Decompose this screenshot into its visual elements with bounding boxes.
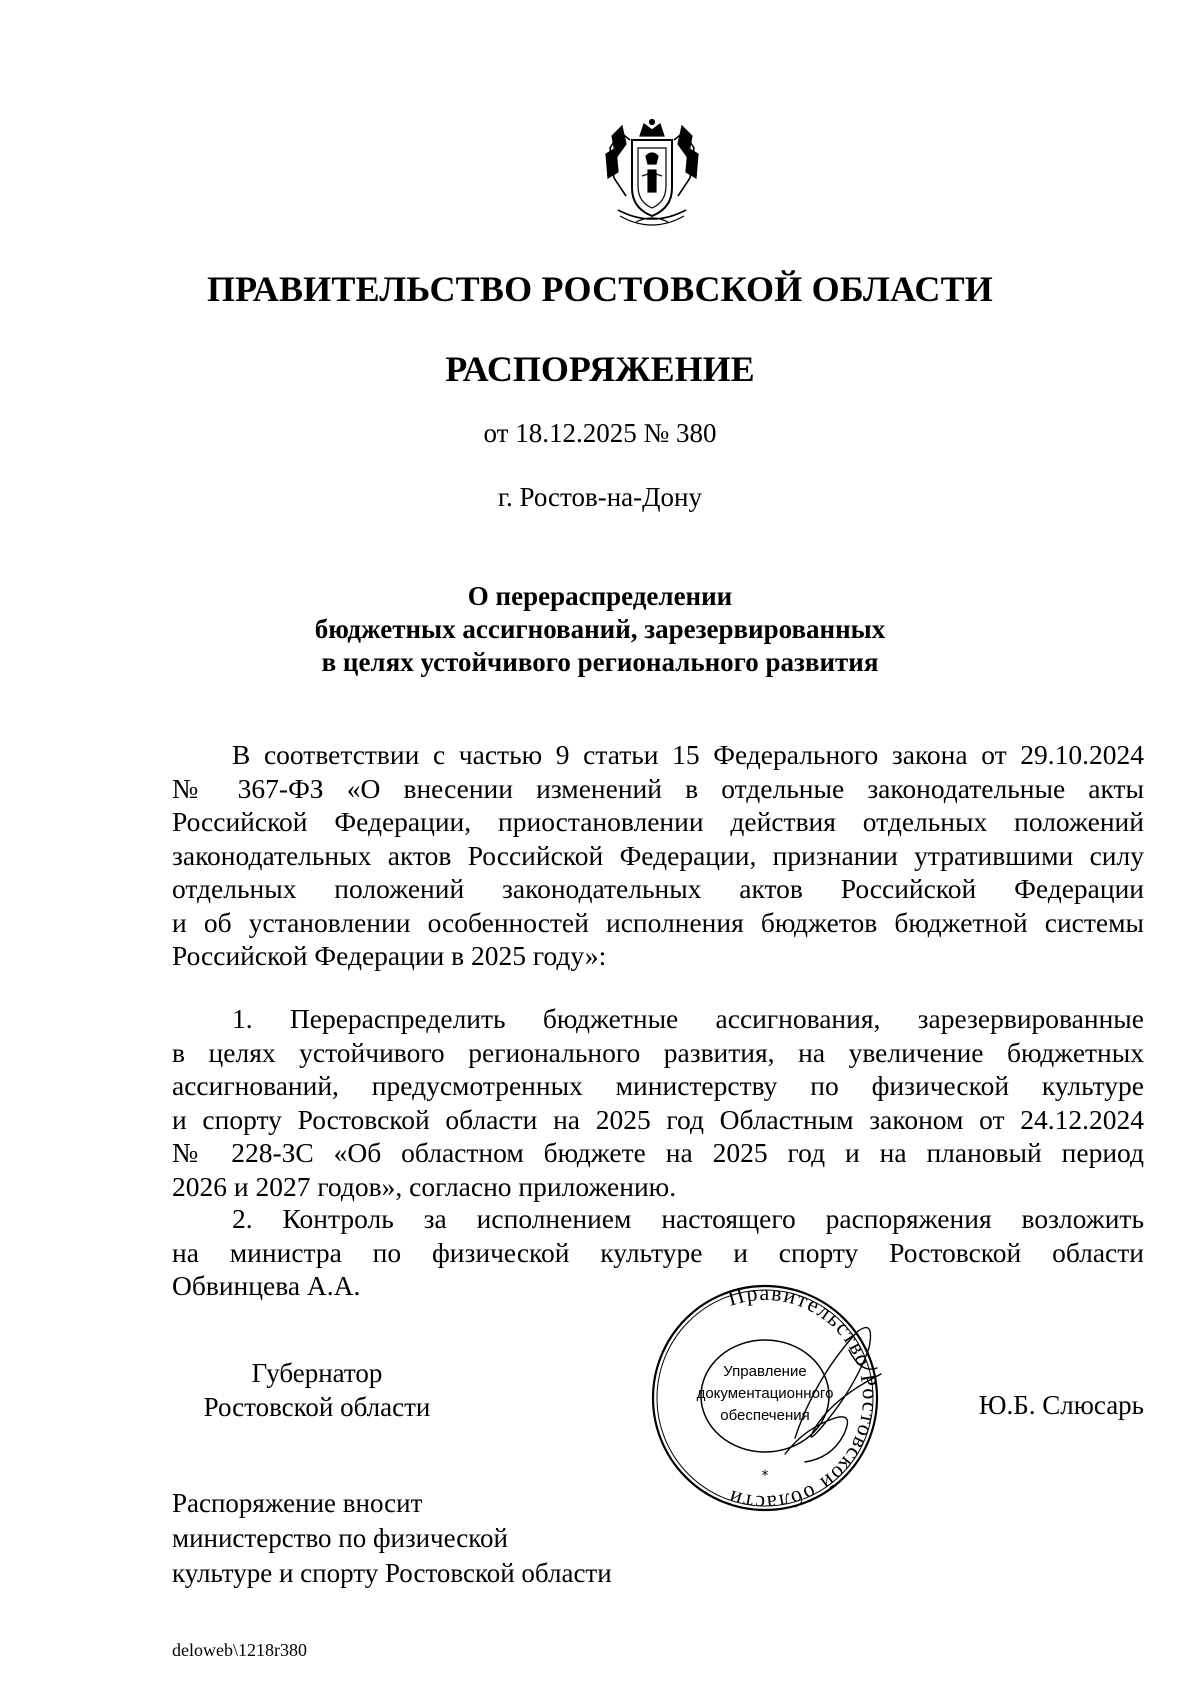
stamp-inner-line: обеспечения xyxy=(720,1407,810,1424)
submitter-line: министерство по физической xyxy=(172,1523,508,1553)
text-line: и об установлении особенностей исполнения бюджетов бюджетной системы xyxy=(172,906,1144,938)
text-line: ассигнований, предусмотренных министерству по физической культуре xyxy=(172,1070,1144,1101)
signer-position-line: Губернатор xyxy=(251,1358,383,1388)
preamble-paragraph xyxy=(172,738,1144,973)
signer-position xyxy=(172,1356,462,1424)
text-line: Российской Федерации, приостановлении действия отдельных положений xyxy=(172,806,1144,837)
submitter-line: культуре и спорту Ростовской области xyxy=(172,1558,612,1588)
text-line: В соответствии с частью 9 статьи 15 Федерального закона от 29.10.2024 xyxy=(232,739,1144,770)
subject-line: в целях устойчивого регионального развития xyxy=(321,647,879,677)
stamp-inner-line: документационного xyxy=(696,1385,834,1402)
signer-name: Ю.Б. Слюсарь xyxy=(978,1390,1144,1420)
official-stamp xyxy=(645,1278,885,1518)
svg-text:*: * xyxy=(761,1468,769,1484)
signer-position-line: Ростовской области xyxy=(203,1392,431,1422)
document-date-number: от 18.12.2025 № 380 xyxy=(483,418,717,448)
text-line: 1. Перераспределить бюджетные ассигнования, зарезервированные xyxy=(232,1003,1144,1034)
text-line: на министра по физической культуре и спорту Ростовской области xyxy=(172,1236,1144,1268)
footer-document-code: deloweb\1218r380 xyxy=(172,1640,307,1660)
text-line: Российской Федерации в 2025 году»: xyxy=(172,940,607,971)
stamp-outer-text: Правительство Ростовской области xyxy=(724,1279,884,1517)
text-line: и спорту Ростовской области на 2025 год Областным законом от 24.12.2024 xyxy=(172,1103,1144,1135)
government-title: ПРАВИТЕЛЬСТВО РОСТОВСКОЙ ОБЛАСТИ xyxy=(206,269,994,309)
document-city: г. Ростов-на-Дону xyxy=(497,482,702,512)
text-line: отдельных положений законодательных актов Российской Федерации xyxy=(172,873,1144,904)
text-line: 2026 и 2027 годов», согласно приложению. xyxy=(172,1170,677,1202)
text-line: № 228-ЗС «Об областном бюджете на 2025 год и на плановый период xyxy=(172,1137,1144,1168)
coat-of-arms-icon xyxy=(600,118,704,236)
document-type: РАСПОРЯЖЕНИЕ xyxy=(445,349,755,389)
text-line: 2. Контроль за исполнением настоящего распоряжения возложить xyxy=(232,1203,1144,1234)
text-line: в целях устойчивого регионального развития, на увеличение бюджетных xyxy=(172,1036,1144,1068)
submitter-line: Распоряжение вносит xyxy=(172,1488,423,1518)
text-line: Обвинцева А.А. xyxy=(172,1270,361,1301)
document-subject xyxy=(0,580,1200,679)
item-1-paragraph xyxy=(172,1002,1144,1203)
submitter-block xyxy=(172,1486,612,1591)
subject-line: бюджетных ассигнований, зарезервированных xyxy=(314,614,886,644)
text-line: законодательных актов Российской Федерации, признании утратившими силу xyxy=(172,839,1144,871)
stamp-inner-line: Управление xyxy=(723,1363,807,1380)
subject-line: О перераспределении xyxy=(467,581,733,611)
text-line: № 367-ФЗ «О внесении изменений в отдельные законодательные акты xyxy=(172,772,1144,804)
